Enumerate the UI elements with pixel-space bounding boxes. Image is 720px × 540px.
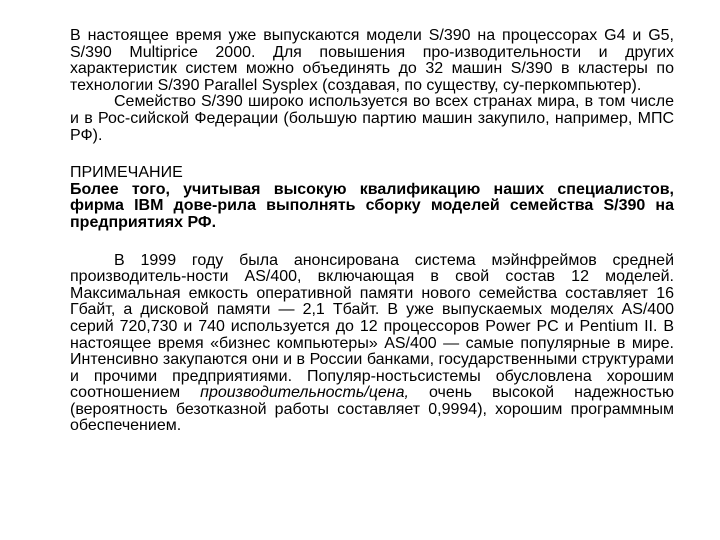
note-block	[70, 165, 674, 231]
note-body: Более того, учитывая высокую квалификацию наших специалистов, фирма IBM дове-рила выполнять сборку моделей семейства S/390 на предприятиях РФ.	[70, 180, 674, 231]
paragraph-s390-models: В настоящее время уже выпускаются модели S/390 на процессорах G4 и G5, S/390 Multiprice 2000. Для повышения про-изводительности и других характеристик систем можно объединять до 32 машин S/390 в кластеры по технологии S/390 Parallel Sysplex (создавая, по существу, су-перкомпьютер).	[70, 27, 675, 94]
paragraph-as400-emphasis: производительность/цена,	[200, 384, 409, 402]
paragraph-s390-usage: Семейство S/390 широко используется во всех странах мира, в том числе и в Рос-сийской Федерации (большую партию машин закупило, например, МПС РФ).	[70, 93, 674, 144]
paragraph-as400-text: В 1999 году была анонсирована система мэйнфреймов средней производитель-ности AS/400, включающая в свой состав 12 моделей. Максимальная емкость оперативной памяти нового семейства составляет 16 Гбайт, а дисковой памяти — 2,1 Тбайт. В уже выпускаемых моделях AS/400 серий 720,730 и 740 используется до 12 процессоров Power PC и Pentium II. В настоящее время «бизнес компьютеры» AS/400 — самые популярные в мире. Интенсивно закупаются они и в России банками, государственными структурами и прочими предприятиями. Популяр-ностьсистемы обусловлена хорошим соотношением	[70, 251, 674, 402]
paragraph-as400-ending: очень высокой надежностью (вероятность безотказной работы составляет 0,9994), хорошим программным обеспечением.	[70, 384, 674, 435]
note-heading: ПРИМЕЧАНИЕ	[70, 164, 183, 182]
paragraph-as400	[70, 253, 674, 436]
document-page	[70, 28, 674, 435]
